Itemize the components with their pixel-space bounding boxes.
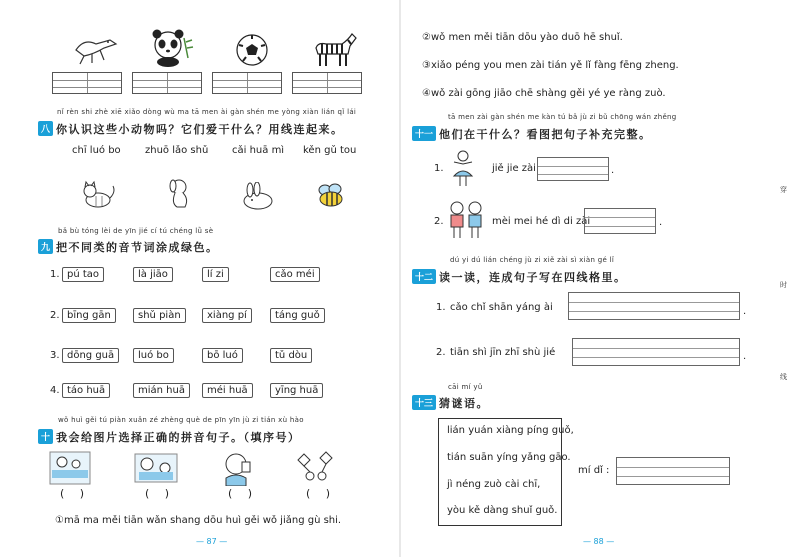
right-page bbox=[400, 0, 800, 557]
girl-dancing-image bbox=[450, 150, 476, 188]
section-11-instruction: 他们在干什么？看图把句子补充完整。 bbox=[439, 128, 652, 141]
section-13-pinyin: cāi mí yǔ bbox=[448, 383, 483, 391]
item-end: . bbox=[743, 306, 747, 317]
answer-paren[interactable]: ( ) bbox=[228, 487, 259, 500]
item-number: 1. bbox=[436, 302, 446, 313]
section-12-pinyin: dú yi dú lián chéng jù zi xiě zài sì xiàn gé lǐ bbox=[450, 256, 615, 264]
cat-image bbox=[80, 180, 116, 210]
riddle-line: tián suān yíng yǎng gāo. bbox=[447, 452, 571, 463]
scene-image-bus bbox=[133, 450, 179, 486]
item-end: . bbox=[611, 165, 615, 176]
section-9-instruction: 把不同类的音节词涂成绿色。 bbox=[56, 241, 219, 254]
section-11-badge: 十一 bbox=[412, 126, 436, 141]
section-8-instruction: 你认识这些小动物吗？它们爱干什么？用线连起来。 bbox=[56, 123, 344, 136]
bee-image bbox=[315, 182, 347, 208]
syllable-word-box[interactable]: tǔ dòu bbox=[270, 348, 312, 363]
riddle-line: jì néng zuò cài chī, bbox=[447, 479, 541, 490]
zebra-image bbox=[308, 32, 358, 68]
item-text: jiě jie zài bbox=[492, 163, 536, 174]
binding-mark: 时 bbox=[780, 281, 787, 289]
football-image bbox=[235, 33, 269, 67]
section-8-heading bbox=[38, 118, 344, 137]
syllable-word-box[interactable]: dōng guā bbox=[62, 348, 119, 363]
riddle-line: yòu kě dàng shuǐ guǒ. bbox=[447, 505, 558, 516]
sentence-option-4: ④wǒ zài gōng jiāo chē shàng gěi yé ye ràng zuò. bbox=[422, 88, 666, 99]
syllable-word-box[interactable]: xiàng pí bbox=[202, 308, 252, 323]
syllable-word-box[interactable]: méi huā bbox=[202, 383, 253, 398]
row-number: 1. bbox=[50, 269, 60, 280]
section-9-pinyin: bǎ bù tóng lèi de yīn jié cí tú chéng lǜ sè bbox=[58, 227, 214, 235]
scene-image-drinking-water bbox=[218, 450, 258, 486]
syllable-word-box[interactable]: táng guǒ bbox=[270, 308, 325, 323]
sentence-option-2: ②wǒ men měi tiān dōu yào duō hē shuǐ. bbox=[422, 32, 623, 43]
item-number: 1. bbox=[434, 163, 444, 174]
panda-image bbox=[148, 28, 194, 68]
section-8-badge: 八 bbox=[38, 121, 53, 136]
section-9-heading bbox=[38, 236, 219, 255]
syllable-word-box[interactable]: mián huā bbox=[133, 383, 190, 398]
answer-lines[interactable] bbox=[537, 157, 609, 181]
section-13-instruction: 猜谜语。 bbox=[439, 397, 490, 410]
section-12-instruction: 读一读，连成句子写在四线格里。 bbox=[439, 271, 627, 284]
binding-mark: 线 bbox=[780, 373, 787, 381]
answer-lines[interactable] bbox=[572, 338, 740, 366]
answer-paren[interactable]: ( ) bbox=[145, 487, 176, 500]
riddle-answer-label: mí dǐ : bbox=[578, 465, 610, 476]
row-number: 3. bbox=[50, 350, 60, 361]
section-10-heading bbox=[38, 426, 301, 445]
sentence-option-3: ③xiǎo péng you men zài tián yě lǐ fàng fēng zheng. bbox=[422, 60, 679, 71]
section-10-pinyin: wǒ huì gěi tú piàn xuǎn zé zhèng què de pīn yīn jù zi tián xù hào bbox=[58, 416, 304, 424]
item-end: . bbox=[659, 217, 663, 228]
section-10-badge: 十 bbox=[38, 429, 53, 444]
section-8-pinyin: nǐ rèn shi zhè xiē xiǎo dòng wù ma tā men ài gàn shén me yòng xiàn lián qǐ lái bbox=[57, 108, 357, 116]
section-10-instruction: 我会给图片选择正确的拼音句子。（填序号） bbox=[56, 431, 301, 444]
row-number: 4. bbox=[50, 385, 60, 396]
section-12-badge: 十二 bbox=[412, 269, 436, 284]
section-11-pinyin: tā men zài gàn shén me kàn tú bǎ jù zi bǔ chōng wán zhěng bbox=[448, 113, 677, 121]
syllable-word-box[interactable]: lí zi bbox=[202, 267, 229, 282]
animal-word: cǎi huā mì bbox=[232, 145, 285, 156]
section-9-badge: 九 bbox=[38, 239, 53, 254]
writing-grid[interactable] bbox=[52, 72, 122, 94]
page-number: — 88 — bbox=[583, 537, 615, 546]
item-end: . bbox=[743, 351, 747, 362]
row-number: 2. bbox=[50, 310, 60, 321]
syllable-word-box[interactable]: táo huā bbox=[62, 383, 110, 398]
animal-word: kěn gǔ tou bbox=[303, 145, 357, 156]
dog-image bbox=[165, 177, 195, 209]
item-text: tiān shì jīn zhī shù jié bbox=[450, 347, 556, 358]
binding-mark: 穿 bbox=[780, 186, 787, 194]
section-12-heading bbox=[412, 266, 627, 285]
riddle-answer-lines[interactable] bbox=[616, 457, 730, 485]
section-13-badge: 十三 bbox=[412, 395, 436, 410]
answer-lines[interactable] bbox=[584, 208, 656, 234]
syllable-word-box[interactable]: cǎo méi bbox=[270, 267, 320, 282]
sentence-option-1: ①mā ma měi tiān wǎn shang dōu huì gěi wǒ jiǎng gù shi. bbox=[55, 515, 342, 526]
item-text: cǎo chǐ shān yáng ài bbox=[450, 302, 553, 313]
syllable-word-box[interactable]: shǔ piàn bbox=[133, 308, 186, 323]
syllable-word-box[interactable]: là jiāo bbox=[133, 267, 173, 282]
section-11-heading bbox=[412, 123, 652, 142]
writing-grid[interactable] bbox=[132, 72, 202, 94]
syllable-word-box[interactable]: pú tao bbox=[62, 267, 104, 282]
animal-word: chī luó bo bbox=[72, 145, 121, 156]
syllable-word-box[interactable]: bīng gān bbox=[62, 308, 116, 323]
scene-image-storytelling bbox=[48, 450, 92, 486]
scene-image-kites bbox=[296, 450, 336, 486]
section-13-heading bbox=[412, 392, 489, 411]
page-number: — 87 — bbox=[196, 537, 228, 546]
kids-playing-image bbox=[446, 200, 486, 240]
writing-grid[interactable] bbox=[292, 72, 362, 94]
item-text: mèi mei hé dì di zài bbox=[492, 216, 591, 227]
riddle-box bbox=[438, 418, 574, 526]
item-number: 2. bbox=[434, 216, 444, 227]
rabbit-image bbox=[240, 182, 276, 210]
answer-paren[interactable]: ( ) bbox=[60, 487, 91, 500]
animal-word: zhuō lǎo shǔ bbox=[145, 145, 209, 156]
syllable-word-box[interactable]: luó bo bbox=[133, 348, 174, 363]
syllable-word-box[interactable]: bō luó bbox=[202, 348, 243, 363]
item-number: 2. bbox=[436, 347, 446, 358]
answer-lines[interactable] bbox=[568, 292, 740, 320]
syllable-word-box[interactable]: yīng huā bbox=[270, 383, 323, 398]
writing-grid[interactable] bbox=[212, 72, 282, 94]
crocodile-image bbox=[70, 30, 120, 66]
answer-paren[interactable]: ( ) bbox=[306, 487, 337, 500]
riddle-line: lián yuán xiàng píng guǒ, bbox=[447, 425, 574, 436]
